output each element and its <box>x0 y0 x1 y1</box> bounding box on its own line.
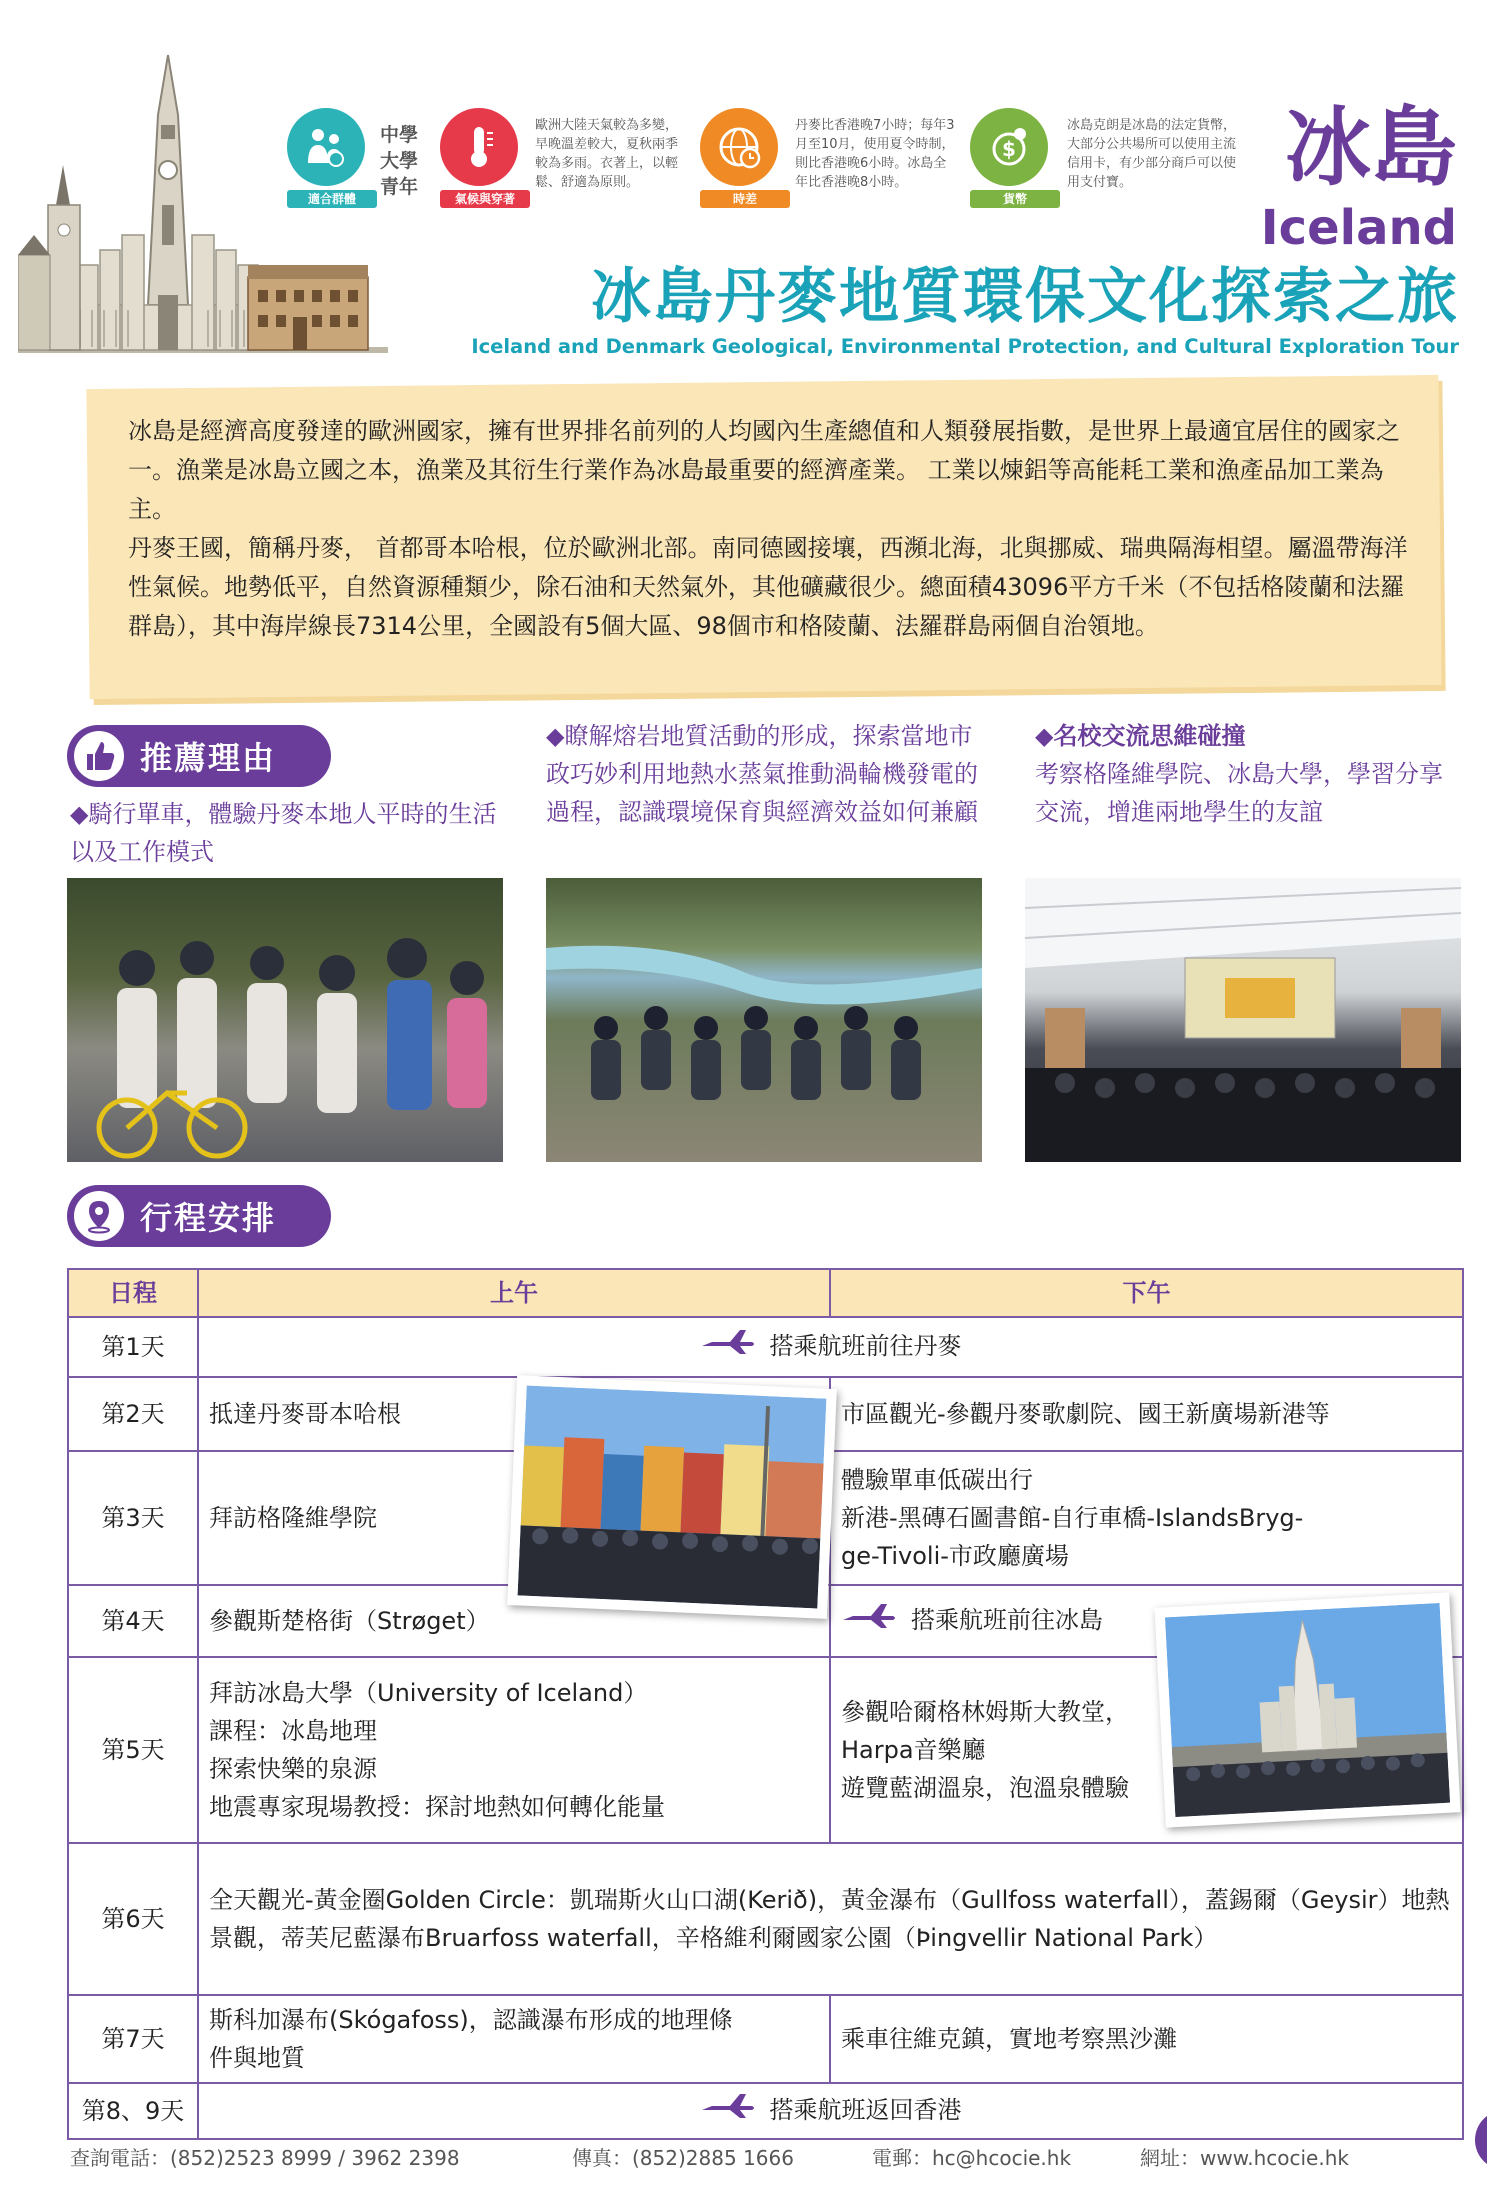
reason-geology: ◆瞭解熔岩地質活動的形成，探索當地市政巧妙利用地熱水蒸氣推動渦輪機發電的過程，認識環境保育與經濟效益如何兼顧 <box>546 722 978 826</box>
photo-lecture-hall <box>1025 878 1461 1162</box>
flight-cell: 搭乘航班前往丹麥 <box>198 1317 1463 1377</box>
thumbs-up-icon <box>74 731 124 781</box>
day-cell: 第7天 <box>68 1995 198 2083</box>
table-row <box>68 2083 1463 2139</box>
am-cell: 拜訪冰島大學（University of Iceland） 課程：冰島地理 探索快樂的泉源 地震專家現場教授：探討地熱如何轉化能量 <box>198 1657 830 1843</box>
people-icon <box>287 108 365 186</box>
photo-nyhavn-group <box>507 1375 837 1619</box>
airplane-icon <box>841 1602 897 1641</box>
info-audience <box>287 108 387 208</box>
footer-fax: 傳真：(852)2885 1666 <box>572 2146 794 2170</box>
am-cell: 參觀斯楚格街（Strøget） <box>198 1585 830 1657</box>
reason-cycling: ◆騎行單車，體驗丹麥本地人平時的生活以及工作模式 <box>70 800 497 866</box>
audience-list: 中學 大學 青年 <box>380 124 419 198</box>
reasons-title: 推薦理由 <box>140 739 277 777</box>
info-currency <box>970 108 1070 208</box>
col-header-day: 日程 <box>68 1269 198 1317</box>
climate-text: 歐洲大陸天氣較為多變，早晚溫差較大，夏秋兩季較為多雨。衣著上，以輕鬆、舒適為原則。 <box>535 118 679 190</box>
location-pin-icon <box>74 1191 124 1241</box>
table-row <box>68 1317 1463 1377</box>
table-header-row <box>68 1269 1463 1317</box>
am-cell: 抵達丹麥哥本哈根 <box>198 1377 830 1451</box>
am-cell: 拜訪格隆維學院 <box>198 1451 830 1585</box>
reason-exchange-title: ◆名校交流思維碰撞 <box>1035 722 1246 750</box>
airplane-icon <box>700 2092 756 2131</box>
info-timezone <box>700 108 800 208</box>
reason-exchange: 考察格隆維學院、冰島大學，學習分享交流，增進兩地學生的友誼 <box>1035 760 1443 826</box>
day-cell: 第1天 <box>68 1317 198 1377</box>
table-row <box>68 1995 1463 2083</box>
footer-phone: 查詢電話：(852)2523 8999 / 3962 2398 <box>70 2146 460 2170</box>
col-header-am: 上午 <box>198 1269 830 1317</box>
day-cell: 第8、9天 <box>68 2083 198 2139</box>
info-tag: 貨幣 <box>970 190 1060 208</box>
flight-cell: 搭乘航班返回香港 <box>198 2083 1463 2139</box>
currency-icon <box>970 108 1048 186</box>
day-cell: 第6天 <box>68 1843 198 1995</box>
svg-text:$: $ <box>1002 137 1016 161</box>
intro-denmark: 丹麥王國，簡稱丹麥， 首都哥本哈根，位於歐洲北部。南同德國接壤，西瀕北海，北與挪威、瑞典隔海相望。屬溫帶海洋性氣候。地勢低平，自然資源種類少，除石油和天然氣外，其他礦藏很少。總面積43096平方千米（不包括格陵蘭和法羅群島），其中海岸線長7314公里，全國設有5個大區、98個市和格陵蘭、法羅群島兩個自治領地。 <box>128 534 1408 640</box>
tour-title-cn: 冰島丹麥地質環保文化探索之旅 <box>591 262 1459 332</box>
pm-cell: 體驗單車低碳出行 新港-黑磚石圖書館-自行車橋-IslandsBryg- ge-Tivoli-市政廳廣場 <box>830 1451 1463 1585</box>
tour-title-en: Iceland and Denmark Geological, Environmental Protection, and Cultural Exploration Tour <box>471 335 1459 358</box>
day-cell: 第2天 <box>68 1377 198 1451</box>
info-tag: 氣候與穿著 <box>440 190 530 208</box>
currency-text: 冰島克朗是冰島的法定貨幣，大部分公共場所可以使用主流信用卡，有少部分商戶可以使用支付寶。 <box>1067 118 1237 190</box>
country-name-cn: 冰島 <box>1285 98 1457 198</box>
photo-cycling-group <box>67 878 503 1162</box>
timezone-text: 丹麥比香港晚7小時；每年3月至10月，使用夏令時制，則比香港晚6小時。冰島全年比香港晚8小時。 <box>795 118 955 190</box>
footer-website[interactable]: 網址：www.hcocie.hk <box>1140 2146 1349 2170</box>
table-row <box>68 1843 1463 1995</box>
globe-clock-icon <box>700 108 778 186</box>
airplane-icon <box>700 1328 756 1367</box>
photo-lava-waterfall-group <box>546 878 982 1162</box>
pm-cell: 市區觀光-參觀丹麥歌劇院、國王新廣場新港等 <box>830 1377 1463 1451</box>
reasons-header <box>67 725 331 787</box>
intro-iceland: 冰島是經濟高度發達的歐洲國家，擁有世界排名前列的人均國內生產總值和人類發展指數，是世界上最適宜居住的國家之一。漁業是冰島立國之本，漁業及其衍生行業作為冰島最重要的經濟產業。 工業以煉鋁等高能耗工業和漁產品加工業為主。 <box>128 417 1400 523</box>
info-tag: 適合群體 <box>287 190 377 208</box>
pm-cell: 搭乘航班前往冰島 <box>830 1585 1463 1657</box>
footer-email[interactable]: 電郵：hc@hcocie.hk <box>872 2146 1072 2170</box>
intro-text <box>128 412 1408 646</box>
full-day-cell: 全天觀光-黃金圈Golden Circle：凱瑞斯火山口湖(Kerið)，黃金瀑布（Gullfoss waterfall），蓋錫爾（Geysir）地熱景觀，蒂芙尼藍瀑布Bruarfoss waterfall，辛格維利爾國家公園（Þingvellir National Park） <box>198 1843 1463 1995</box>
schedule-header <box>67 1185 331 1247</box>
day-cell: 第4天 <box>68 1585 198 1657</box>
schedule-title: 行程安排 <box>140 1199 277 1237</box>
page-tab-marker <box>1475 2110 1487 2170</box>
day-cell: 第3天 <box>68 1451 198 1585</box>
pm-cell: 乘車往維克鎮，實地考察黑沙灘 <box>830 1995 1463 2083</box>
country-name-en: Iceland <box>1260 200 1457 256</box>
day-cell: 第5天 <box>68 1657 198 1843</box>
pm-cell: 參觀哈爾格林姆斯大教堂， Harpa音樂廳 遊覽藍湖溫泉，泡溫泉體驗 <box>830 1657 1463 1843</box>
photo-hallgrimskirkja-group <box>1154 1592 1460 1827</box>
info-tag: 時差 <box>700 190 790 208</box>
thermometer-icon <box>440 108 518 186</box>
col-header-pm: 下午 <box>830 1269 1463 1317</box>
info-climate <box>440 108 540 208</box>
am-cell: 斯科加瀑布(Skógafoss)，認識瀑布形成的地理條 件與地質 <box>198 1995 830 2083</box>
